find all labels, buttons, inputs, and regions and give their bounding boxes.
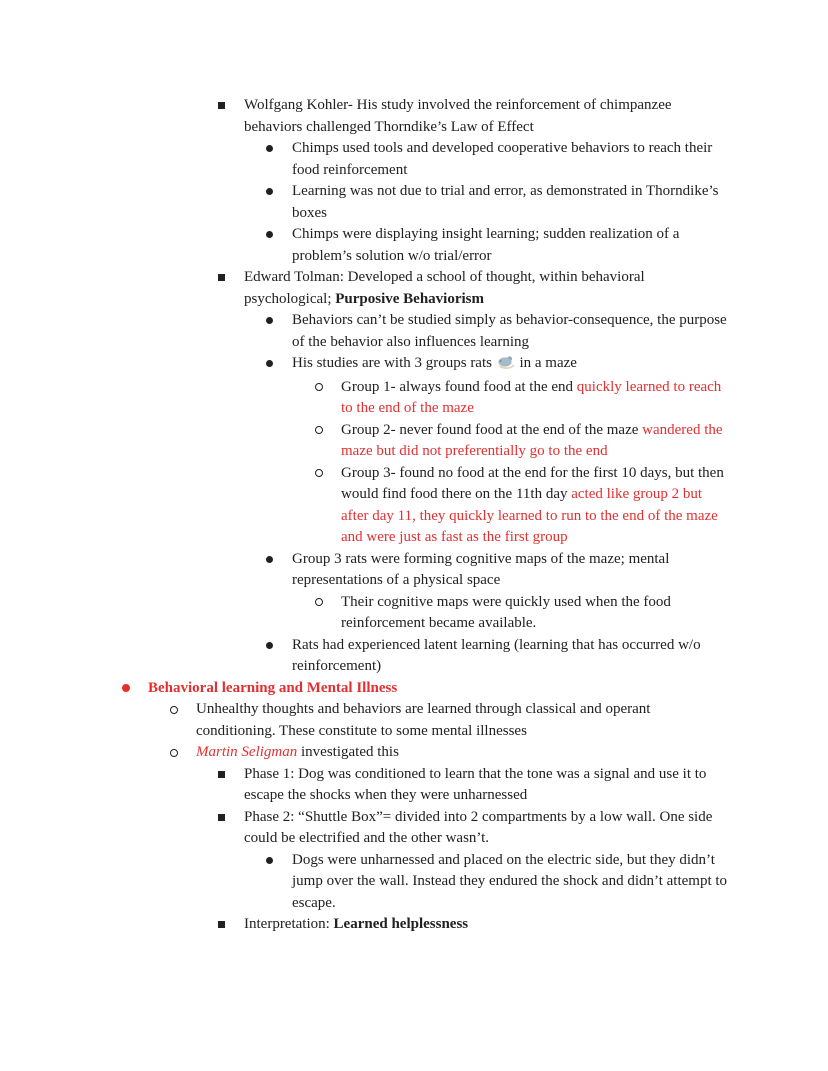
list-item — [0, 181, 728, 224]
list-item-text — [292, 310, 728, 353]
text-segment: Phase 2: “Shuttle Box”= divided into 2 compartments by a low wall. One side could be electrified and the other wasn’t. — [244, 808, 713, 846]
disc-bullet-icon — [266, 850, 292, 872]
text-segment: Purposive Behaviorism — [335, 290, 484, 307]
text-segment: Learned helplessness — [333, 916, 469, 932]
list-item — [0, 463, 728, 549]
list-item — [0, 310, 728, 353]
text-segment: Phase 1: Dog was conditioned to learn that the tone was a signal and use it to escape the shocks when they were unharnessed — [244, 765, 707, 803]
open-circle-bullet-icon — [315, 592, 341, 614]
red-disc-bullet-icon — [122, 678, 148, 700]
disc-bullet-icon — [266, 549, 292, 571]
square-bullet-icon — [218, 764, 244, 786]
text-segment: Chimps used tools and developed cooperative behaviors to reach their food reinforcement — [292, 140, 713, 178]
list-item-text — [341, 463, 728, 549]
text-segment: Group 1- always found food at the end — [341, 378, 577, 395]
list-item — [0, 635, 728, 678]
list-item-text — [341, 420, 728, 463]
text-segment: in a maze — [515, 355, 577, 371]
disc-bullet-icon — [266, 353, 292, 375]
list-item-text — [292, 850, 728, 915]
square-bullet-icon — [218, 95, 244, 117]
list-item — [0, 549, 728, 592]
text-segment: Group 3 rats were forming cognitive maps of the maze; mental representations of a physical space — [292, 550, 670, 588]
list-item-text — [292, 181, 728, 224]
list-item-text — [244, 914, 728, 936]
disc-bullet-icon — [266, 310, 292, 332]
text-segment: Behaviors can’t be studied simply as behavior-consequence, the purpose of the behavior also influences learning — [292, 312, 727, 350]
list-item-text — [244, 807, 728, 850]
list-item-text — [292, 224, 728, 267]
open-circle-bullet-icon — [315, 463, 341, 485]
list-item-text — [196, 699, 728, 742]
list-item — [0, 95, 728, 138]
text-segment: Their cognitive maps were quickly used when the food reinforcement became available. — [341, 593, 671, 631]
text-segment: Dogs were unharnessed and placed on the electric side, but they didn’t jump over the wall. Instead they endured the shock and didn’t attempt to escape. — [292, 851, 728, 911]
list-item — [0, 224, 728, 267]
list-item — [0, 377, 728, 420]
open-circle-bullet-icon — [170, 742, 196, 764]
disc-bullet-icon — [266, 181, 292, 203]
square-bullet-icon — [218, 807, 244, 829]
list-item — [0, 914, 728, 936]
text-segment: acted like group 2 but after day 11, they quickly learned to run to the end of the maze and were just as fast as the first group — [341, 486, 718, 545]
text-segment: Group 2- never found food at the end of the maze — [341, 421, 643, 438]
square-bullet-icon — [218, 914, 244, 936]
list-item-text — [292, 138, 728, 181]
list-item-text — [292, 635, 728, 678]
list-item-text — [244, 267, 728, 310]
list-item-text — [292, 353, 728, 377]
list-item — [0, 699, 728, 742]
text-segment: Behavioral learning and Mental Illness — [148, 679, 398, 696]
list-item — [0, 807, 728, 850]
disc-bullet-icon — [266, 635, 292, 657]
list-item-text — [244, 95, 728, 138]
list-item-text — [148, 678, 728, 700]
disc-bullet-icon — [266, 138, 292, 160]
text-segment: wandered the maze but did not preferentially go to the end — [341, 421, 723, 459]
open-circle-bullet-icon — [315, 377, 341, 399]
open-circle-bullet-icon — [170, 699, 196, 721]
list-item — [0, 138, 728, 181]
list-item — [0, 353, 728, 377]
list-item — [0, 267, 728, 310]
rat-emoji-icon — [497, 355, 515, 377]
text-segment: Group 3- found no food at the end for the first 10 days, but then would find food there on the 11th day — [341, 464, 724, 502]
text-segment: Interpretation: — [244, 916, 334, 932]
list-item-text — [341, 592, 728, 635]
text-segment: Martin Seligman — [196, 744, 298, 760]
list-item-text — [341, 377, 728, 420]
text-segment: Edward Tolman: Developed a school of thought, within behavioral psychological; — [244, 269, 645, 307]
text-segment: investigated this — [297, 744, 399, 760]
open-circle-bullet-icon — [315, 420, 341, 442]
text-segment: Rats had experienced latent learning (learning that has occurred w/o reinforcement) — [292, 636, 701, 674]
text-segment: Learning was not due to trial and error, as demonstrated in Thorndike’s boxes — [292, 183, 719, 221]
text-segment: Unhealthy thoughts and behaviors are learned through classical and operant conditioning. These constitute to some mental illnesses — [196, 701, 651, 739]
square-bullet-icon — [218, 267, 244, 289]
list-item — [0, 592, 728, 635]
list-item-text — [196, 742, 728, 764]
list-item-text — [292, 549, 728, 592]
list-item — [0, 678, 728, 700]
text-segment: Wolfgang Kohler- His study involved the reinforcement of chimpanzee behaviors challenged Thorndike’s Law of Effect — [244, 97, 672, 135]
list-item-text — [244, 764, 728, 807]
text-segment: His studies are with 3 groups rats — [292, 355, 496, 371]
list-item — [0, 420, 728, 463]
text-segment: quickly learned to reach to the end of the maze — [341, 378, 722, 416]
text-segment: Chimps were displaying insight learning; sudden realization of a problem’s solution w/o trial/error — [292, 226, 680, 264]
list-item — [0, 764, 728, 807]
list-item — [0, 850, 728, 915]
list-item — [0, 742, 728, 764]
notes-list — [0, 95, 728, 936]
disc-bullet-icon — [266, 224, 292, 246]
